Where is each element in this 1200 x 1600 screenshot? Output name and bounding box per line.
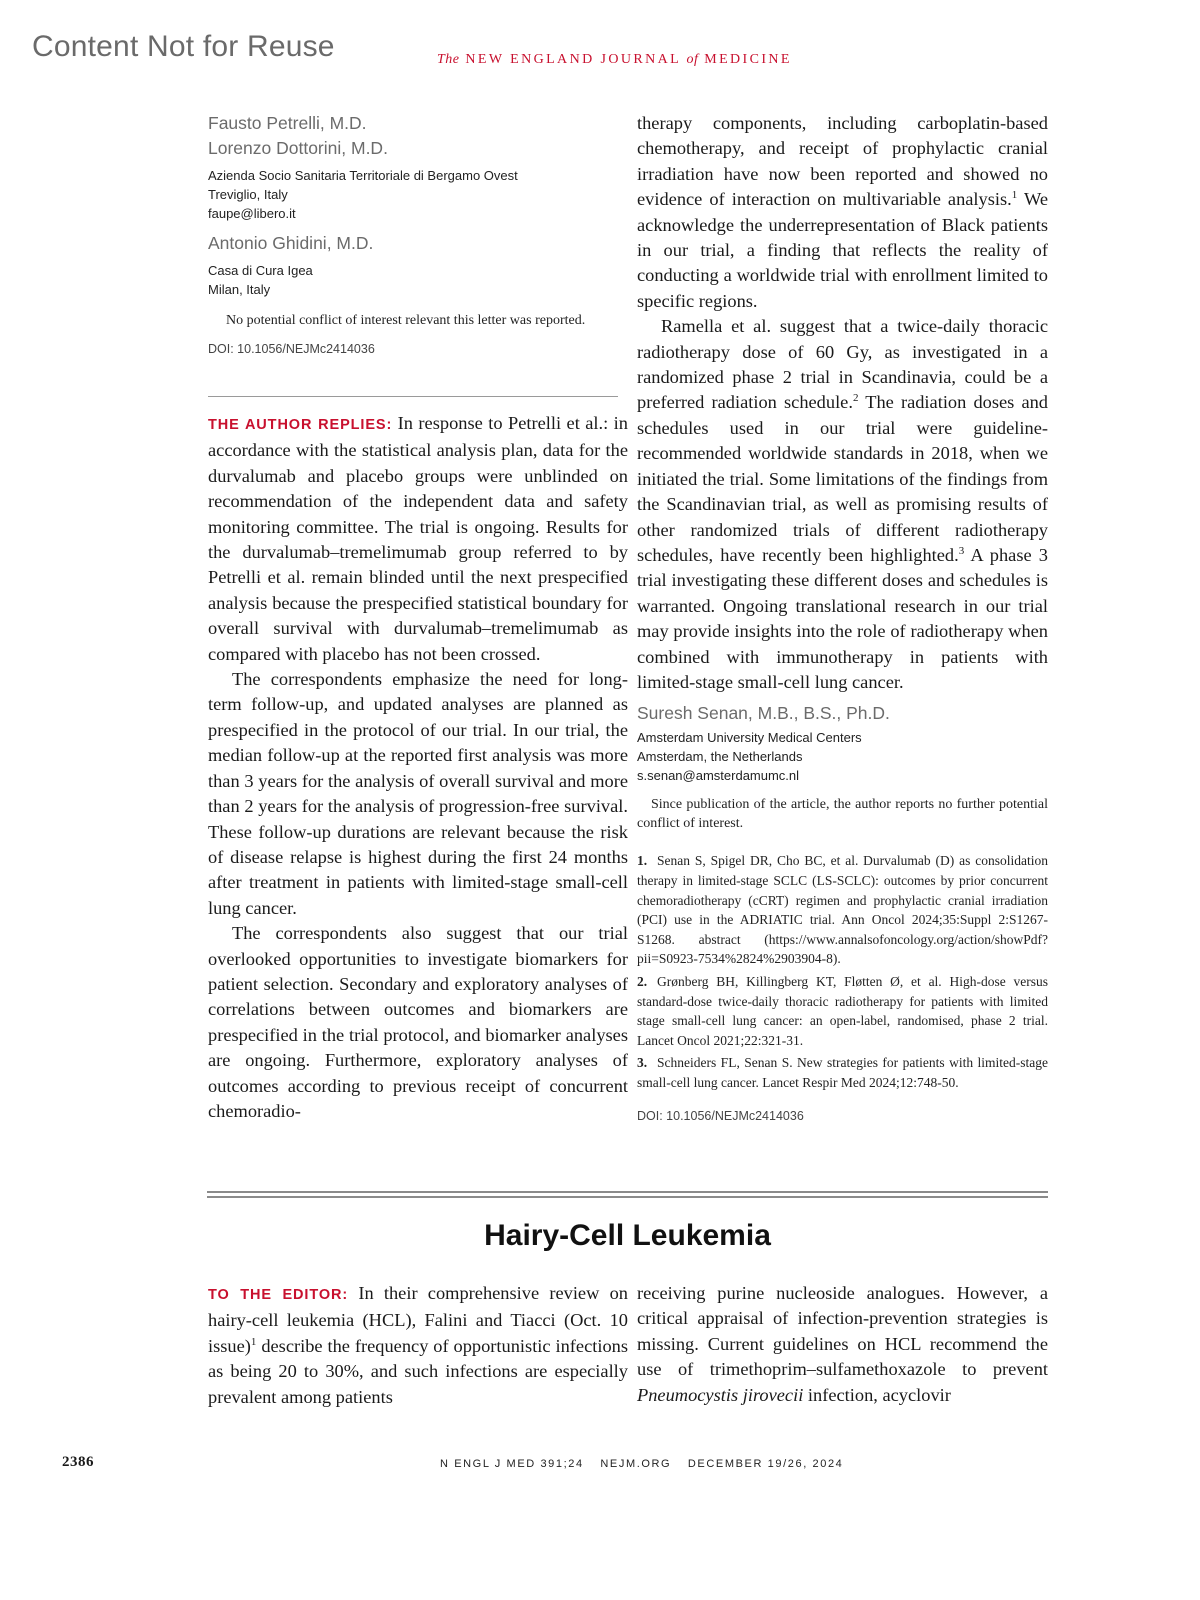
- reply-lead: THE AUTHOR REPLIES:: [208, 417, 393, 433]
- section-divider: [208, 396, 618, 397]
- reference-number: 1.: [637, 853, 648, 869]
- article2-text: In their comprehensive review on hairy-cell leukemia (HCL), Falini and Tiacci (Oct. 10 issue): [208, 1283, 628, 1356]
- email-link[interactable]: faupe@libero.it: [208, 206, 296, 221]
- running-head-the: The: [437, 52, 460, 67]
- author-name: Antonio Ghidini, M.D.: [208, 233, 374, 253]
- watermark: Content Not for Reuse: [32, 30, 335, 63]
- article-divider: [207, 1191, 1048, 1198]
- reply-text: The radiation doses and schedules used in our trial were guideline-recommended worldwide standards in 2018, when we initiated the trial. Some limitations of the findings from the Scandinavian trial, as well as promising results of other randomized trials of different radiotherapy schedules, have recently been highlighted.: [637, 392, 1048, 565]
- running-head-medicine: MEDICINE: [704, 52, 792, 67]
- running-head-of: of: [686, 52, 699, 67]
- affiliation-line: Amsterdam, the Netherlands: [637, 749, 803, 765]
- reply-text: therapy components, including carboplatin-based chemotherapy, and receipt of prophylactic cranial irradiation have now been reported and showed no evidence of interaction on multivariable analysis.: [637, 113, 1048, 210]
- footer-date: DECEMBER 19/26, 2024: [687, 1458, 844, 1470]
- article2-paragraph: [637, 1281, 1048, 1408]
- reply-paragraph: [208, 411, 628, 667]
- article-title: Hairy-Cell Leukemia: [484, 1219, 771, 1252]
- article2-text: describe the frequency of opportunistic infections as being 20 to 30%, and such infections are especially prevalent among patients: [208, 1335, 628, 1407]
- footer-site-link[interactable]: NEJM.ORG: [600, 1458, 672, 1470]
- letter1-signature: [208, 111, 620, 356]
- reply-text: In response to Petrelli et al.: in accordance with the statistical analysis plan, data for the durvalumab and placebo groups were unblinded on recommendation of the independent data and safety monitoring committee. The trial is ongoing. Results for the durvalumab–tremelimumab group referred to by Petrelli et al. remain blinded until the next prespecified analysis because the prespecified statistical boundary for overall survival with durvalumab–tremelimumab as compared with placebo has not been crossed.: [208, 413, 628, 664]
- reference-item: [637, 1053, 1048, 1092]
- reference-number: 2.: [637, 973, 648, 989]
- footer-journal: N ENGL J MED 391;24: [440, 1458, 584, 1470]
- footer-citation: [440, 1458, 855, 1470]
- doi-link[interactable]: DOI: 10.1056/NEJMc2414036: [208, 342, 375, 356]
- reference-item: [637, 851, 1048, 969]
- article2-text: infection, acyclovir: [803, 1384, 951, 1405]
- reply-text: Ramella et al. suggest that a twice-daily thoracic radiotherapy dose of 60 Gy, as investigated in a randomized phase 2 trial in Scandinavia, could be a preferred radiation schedule.: [637, 316, 1048, 413]
- affiliation-line: Azienda Socio Sanitaria Territoriale di Bergamo Ovest: [208, 168, 518, 183]
- article2-left-column: [208, 1281, 628, 1410]
- reference-text: Senan S, Spigel DR, Cho BC, et al. Durvalumab (D) as consolidation therapy in limited-stage SCLC (LS-SCLC): outcomes by prior concurrent chemoradiotherapy (cCRT) regimen and prophylactic cranial irradiation (PCI) use in the ADRIATIC trial. Ann Oncol 2024;35:Suppl 2:S1267-S1268. abstract (https://www.annalsofoncology.org/action/showPdf?pii=S0923-7534%2824%2903904-8).: [637, 853, 1048, 967]
- article2-lead: TO THE EDITOR:: [208, 1287, 349, 1303]
- running-head: [437, 52, 792, 68]
- article2-text: receiving purine nucleoside analogues. However, a critical appraisal of infection-prevention strategies is missing. Current guidelines on HCL recommend the use of trimethoprim–sulfamethoxazole to prevent: [637, 1283, 1048, 1380]
- article2-italic-term: Pneumocystis jirovecii: [637, 1384, 804, 1405]
- reply-paragraph: The correspondents emphasize the need for long-term follow-up, and updated analyses are planned as prespecified in the protocol of our trial. In our trial, the median follow-up at the reported first analysis was more than 3 years for the analysis of overall survival and more than 2 years for the analysis of progression-free survival. These follow-up durations are relevant because the risk of disease relapse is highest during the first 24 months after treatment in patients with limited-stage small-cell lung cancer.: [208, 669, 628, 918]
- reference-text: Grønberg BH, Killingberg KT, Fløtten Ø, et al. High-dose versus standard-dose twice-daily thoracic radiotherapy for patients with limited stage small-cell lung cancer: an open-label, randomised, phase 2 trial. Lancet Oncol 2021;22:321-31.: [637, 973, 1048, 1048]
- reference-number: 3.: [637, 1055, 648, 1071]
- reply-right-column: [637, 111, 1048, 1130]
- author-name: Lorenzo Dottorini, M.D.: [208, 138, 388, 158]
- reply-left-column: [208, 411, 628, 1124]
- article2-paragraph: [208, 1281, 628, 1410]
- conflict-statement: No potential conflict of interest relevant this letter was reported.: [226, 313, 586, 328]
- reference-list: [637, 851, 1048, 1092]
- affiliation-line: Casa di Cura Igea: [208, 263, 313, 278]
- affiliation-line: Treviglio, Italy: [208, 187, 288, 202]
- reply-text: A phase 3 trial investigating these different doses and schedules is warranted. Ongoing translational research in our trial may provide insights into the role of radiotherapy when combined with immunotherapy in patients with limited-stage small-cell lung cancer.: [637, 544, 1048, 692]
- running-head-journal: NEW ENGLAND JOURNAL: [465, 52, 681, 67]
- conflict-statement: Since publication of the article, the author reports no further potential conflict of interest.: [637, 797, 1048, 832]
- affiliation-line: Milan, Italy: [208, 282, 271, 297]
- reply-paragraph: [637, 111, 1048, 314]
- citation-1[interactable]: 1: [250, 1335, 257, 1348]
- affiliation-line: Amsterdam University Medical Centers: [637, 730, 862, 746]
- reply-paragraph: The correspondents also suggest that our trial overlooked opportunities to investigate biomarkers for patient selection. Secondary and exploratory analyses of correlations between outcomes and biomarkers are prespecified in the trial protocol, and biomarker analyses are ongoing. Furthermore, exploratory analyses of outcomes according to previous receipt of concurrent chemoradio-: [208, 923, 628, 1121]
- email-link[interactable]: s.senan@amsterdamumc.nl: [637, 768, 800, 784]
- reference-text: Schneiders FL, Senan S. New strategies for patients with limited-stage small-cell lung cancer. Lancet Respir Med 2024;12:748-50.: [637, 1055, 1048, 1090]
- citation-1[interactable]: 1: [1011, 189, 1018, 202]
- article2-right-column: [637, 1281, 1048, 1408]
- doi-link[interactable]: DOI: 10.1056/NEJMc2414036: [637, 1109, 804, 1124]
- page-number: 2386: [62, 1454, 94, 1470]
- citation-3[interactable]: 3: [958, 544, 965, 557]
- reply-author-name: Suresh Senan, M.B., B.S., Ph.D.: [637, 703, 890, 724]
- author-name: Fausto Petrelli, M.D.: [208, 113, 367, 133]
- reply-text: We acknowledge the underrepresentation of Black patients in our trial, a finding that reflects the reality of conducting a worldwide trial with enrollment limited to specific regions.: [637, 189, 1049, 311]
- reference-item: [637, 972, 1048, 1050]
- citation-2[interactable]: 2: [852, 392, 859, 405]
- reply-paragraph: [637, 314, 1048, 695]
